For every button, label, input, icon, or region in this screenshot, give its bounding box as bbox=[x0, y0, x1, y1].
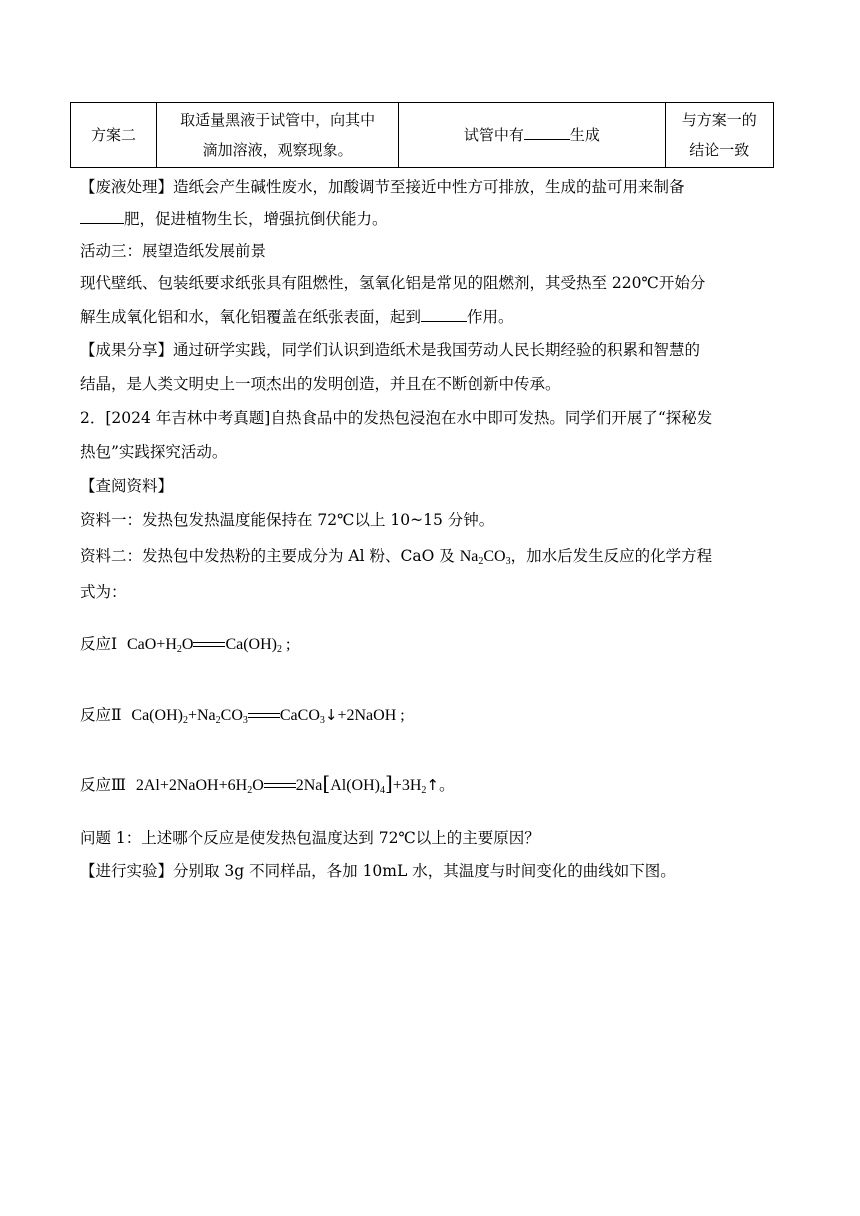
share-line-1: 【成果分享】通过研学实践，同学们认识到造纸术是我国劳动人民长期经验的积累和智慧的 bbox=[80, 341, 701, 359]
reaction-2-equation: $Ca(OH)_2+Na_2CO_3$ CaCO$_3$↓+2NaOH ; bbox=[131, 706, 405, 726]
reaction-1 bbox=[80, 632, 780, 657]
reaction-2 bbox=[80, 703, 780, 728]
conclusion-line-2: 结论一致 bbox=[689, 141, 750, 159]
precipitate-arrow-icon: ↓ bbox=[324, 706, 338, 724]
question-2-line-2: 热包”实践探究活动。 bbox=[80, 443, 228, 461]
waste-line-1: 【废液处理】造纸会产生碱性废水，加酸调节至接近中性方可排放，生成的盐可用来制备 bbox=[80, 178, 685, 196]
na2co3-formula: $Na_2CO_3$ bbox=[459, 548, 511, 567]
conclusion-cell bbox=[665, 103, 773, 168]
share-line-2: 结晶，是人类文明史上一项杰出的发明创造，并且在不断创新中传承。 bbox=[80, 375, 561, 393]
info-2-line-1 bbox=[80, 544, 780, 569]
waste-line-2-text: 肥，促进植物生长，增强抗倒伏能力。 bbox=[124, 210, 388, 228]
consult-heading: 【查阅资料】 bbox=[80, 477, 174, 495]
procedure-line-1: 取适量黑液于试管中，向其中 bbox=[180, 111, 376, 129]
modern-line-2 bbox=[80, 305, 780, 329]
info-2-line-2: 式为： bbox=[80, 583, 127, 601]
experiment-line: 【进行实验】分别取 3g 不同样品，各加 10mL 水，其温度与时间变化的曲线如下图。 bbox=[80, 862, 676, 880]
gas-arrow-icon: ↑ bbox=[426, 776, 439, 794]
equals-sign bbox=[248, 711, 280, 721]
phenomenon-cell bbox=[399, 103, 665, 168]
scheme-name-cell bbox=[71, 103, 157, 168]
procedure-line-2: 滴加溶液，观察现象。 bbox=[202, 141, 353, 159]
reaction-2-label: 反应Ⅱ bbox=[80, 706, 122, 724]
reaction-3 bbox=[80, 771, 780, 798]
conclusion-line-1: 与方案一的 bbox=[681, 111, 757, 129]
phenomenon-prefix: 试管中有 bbox=[463, 126, 524, 144]
answer-blank[interactable] bbox=[421, 307, 467, 322]
equals-sign bbox=[193, 640, 225, 650]
phenomenon-suffix: 生成 bbox=[569, 126, 600, 144]
info-2-pre: 资料二：发热包中发热粉的主要成分为 Al 粉、CaO 及 bbox=[80, 547, 455, 565]
procedure-cell bbox=[157, 103, 399, 168]
waste-line-2 bbox=[80, 207, 780, 231]
activity-heading: 活动三：展望造纸发展前景 bbox=[80, 242, 267, 260]
table-row bbox=[71, 103, 774, 168]
modern-line-2-pre: 解生成氧化铝和水，氧化铝覆盖在纸张表面，起到 bbox=[80, 308, 422, 326]
info-2-post: ，加水后发生反应的化学方程 bbox=[510, 547, 713, 565]
reaction-3-equation: $2Al+2NaOH+6H_2O$ $2Na[Al(OH)_4]+3H_2↑$。 bbox=[135, 771, 455, 796]
scheme-table bbox=[70, 102, 774, 168]
reaction-1-equation: $CaO+H_2O$ $Ca(OH)_2$ ; bbox=[126, 636, 291, 655]
modern-line-2-post: 作用。 bbox=[467, 308, 514, 326]
info-1: 资料一：发热包发热温度能保持在 72℃以上 10~15 分钟。 bbox=[80, 511, 495, 529]
answer-blank[interactable] bbox=[80, 209, 124, 224]
modern-line-1: 现代壁纸、包装纸要求纸张具有阻燃性，氢氧化铝是常见的阻燃剂，其受热至 220℃开始分 bbox=[80, 274, 706, 292]
question-1: 问题 1：上述哪个反应是使发热包温度达到 72℃以上的主要原因？ bbox=[80, 829, 540, 847]
question-2-line-1: 2．[2024 年吉林中考真题]自热食品中的发热包浸泡在水中即可发热。同学们开展了“探秘发 bbox=[80, 409, 713, 427]
scheme-name: 方案二 bbox=[91, 126, 137, 144]
equals-sign bbox=[264, 781, 296, 791]
reaction-3-label: 反应Ⅲ bbox=[80, 776, 126, 794]
answer-blank[interactable] bbox=[524, 125, 570, 140]
reaction-1-label: 反应Ⅰ bbox=[80, 635, 118, 653]
